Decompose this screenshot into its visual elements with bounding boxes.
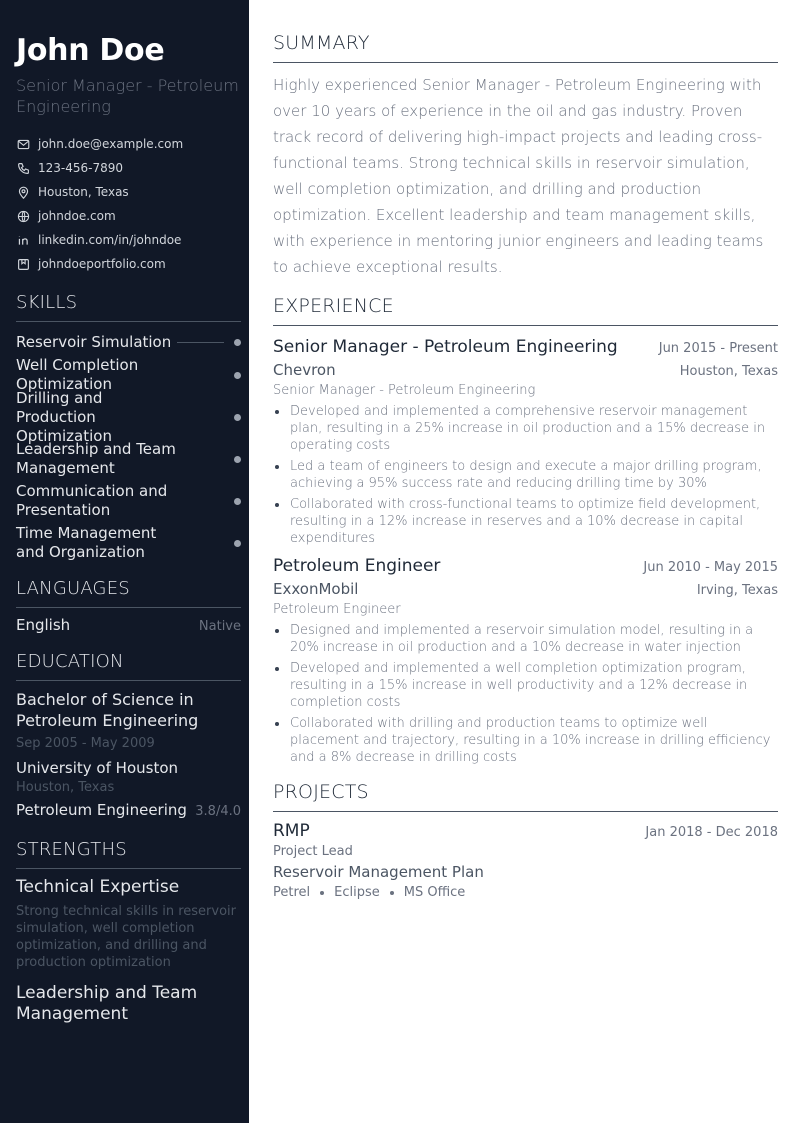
portfolio-icon xyxy=(16,257,30,271)
skill-level-dot xyxy=(234,414,241,421)
job-title: Senior Manager - Petroleum Engineering xyxy=(273,337,618,357)
job-dates: Jun 2010 - May 2015 xyxy=(643,560,778,575)
project-tool: Petrel xyxy=(273,885,311,900)
project-role: Project Lead xyxy=(273,844,353,859)
project-dates: Jan 2018 - Dec 2018 xyxy=(645,825,778,840)
languages-section xyxy=(16,578,241,634)
skill-level-dot xyxy=(234,540,241,547)
skill-item xyxy=(16,522,241,564)
linkedin-icon xyxy=(16,233,30,247)
job-dates: Jun 2015 - Present xyxy=(658,341,778,356)
skill-name: Reservoir Simulation xyxy=(16,332,172,351)
contact-location xyxy=(16,180,241,204)
summary-text: Highly experienced Senior Manager - Petroleum Engineering with over 10 years of experience in the oil and gas industry. Proven track record of delivering high-impact projects and leading cross-functional teams. Strong technical skills in reservoir simulation, well completion optimization, and drilling and production optimization. Excellent leadership and team management skills, with experience in mentoring junior engineers and leading teams to achieve exceptional results. xyxy=(273,76,764,276)
job-bullet: Designed and implemented a reservoir simulation model, resulting in a 20% increase in oil production and a 10% decrease in water injection xyxy=(273,622,778,656)
skills-heading: SKILLS xyxy=(16,292,241,322)
project-description: Reservoir Management Plan xyxy=(273,863,484,881)
project-tool: MS Office xyxy=(403,885,466,900)
project-name: RMP xyxy=(273,821,310,841)
contact-phone[interactable] xyxy=(16,156,241,180)
job-company: Chevron xyxy=(273,361,336,379)
skill-name: Communication and Presentation xyxy=(16,482,168,519)
strengths-section xyxy=(16,839,241,1025)
tool-separator-dot xyxy=(320,891,324,895)
job-company: ExxonMobil xyxy=(273,580,359,598)
strength-title: Leadership and Team Management xyxy=(16,983,198,1024)
contact-location-text: Houston, Texas xyxy=(38,185,129,199)
job-bullets xyxy=(273,622,778,766)
skill-name: Well Completion Optimization xyxy=(16,356,139,393)
skill-level-dot xyxy=(234,372,241,379)
sidebar xyxy=(0,0,249,1123)
strength-title: Technical Expertise xyxy=(16,877,180,897)
tool-separator-dot xyxy=(390,891,394,895)
projects-section xyxy=(273,780,778,900)
contact-linkedin-text: linkedin.com/in/johndoe xyxy=(38,233,182,247)
skill-name: Time Management and Organization xyxy=(16,524,157,561)
education-location: Houston, Texas xyxy=(16,780,115,795)
skill-level-dot xyxy=(234,339,241,346)
skill-item xyxy=(16,388,241,445)
job-role: Petroleum Engineer xyxy=(273,602,401,617)
skill-item xyxy=(16,438,241,480)
main-content xyxy=(273,0,778,1123)
experience-item xyxy=(273,555,778,766)
project-item xyxy=(273,821,778,900)
strength-item xyxy=(16,983,241,1025)
experience-item xyxy=(273,336,778,547)
contact-linkedin[interactable] xyxy=(16,228,241,252)
contact-phone-text: 123-456-7890 xyxy=(38,161,124,175)
job-bullet: Developed and implemented a comprehensive reservoir management plan, resulting in a 25% increase in oil production and a 15% decrease in operating costs xyxy=(273,403,778,454)
strength-item xyxy=(16,877,241,971)
candidate-title: Senior Manager - Petroleum Engineering xyxy=(16,76,239,116)
contact-website[interactable] xyxy=(16,204,241,228)
skill-level-dot xyxy=(234,456,241,463)
education-degree: Bachelor of Science in Petroleum Engineering xyxy=(16,690,199,730)
job-bullet: Developed and implemented a well completion optimization program, resulting in a 15% increase in well productivity and a 12% decrease in completion costs xyxy=(273,660,778,711)
projects-heading: PROJECTS xyxy=(273,780,778,812)
contact-email-text: john.doe@example.com xyxy=(38,137,184,151)
candidate-name: John Doe xyxy=(16,33,165,68)
job-bullet: Led a team of engineers to design and execute a major drilling program, achieving a 95% success rate and reducing drilling time by 30% xyxy=(273,458,778,492)
summary-heading: SUMMARY xyxy=(273,31,778,63)
job-bullet: Collaborated with cross-functional teams to optimize field development, resulting in a 12% increase in reserves and a 10% decrease in capital expenditures xyxy=(273,496,778,547)
globe-icon xyxy=(16,209,30,223)
mail-icon xyxy=(16,137,30,151)
education-gpa: 3.8/4.0 xyxy=(195,804,241,819)
job-bullet: Collaborated with drilling and production teams to optimize well placement and trajectory, resulting in a 10% increase in drilling efficiency and a 8% decrease in drilling costs xyxy=(273,715,778,766)
skill-divider xyxy=(177,342,224,343)
experience-section xyxy=(273,294,778,766)
experience-heading: EXPERIENCE xyxy=(273,294,778,326)
job-location: Houston, Texas xyxy=(679,364,778,379)
project-tools xyxy=(273,885,778,900)
languages-heading: LANGUAGES xyxy=(16,578,241,608)
education-field: Petroleum Engineering xyxy=(16,801,187,819)
language-item xyxy=(16,616,241,634)
location-pin-icon xyxy=(16,185,30,199)
project-tool: Eclipse xyxy=(334,885,380,900)
job-bullets xyxy=(273,403,778,547)
strength-description: Strong technical skills in reservoir simulation, well completion optimization, and drilling and production optimization xyxy=(16,904,236,970)
contact-email[interactable] xyxy=(16,132,241,156)
language-name: English xyxy=(16,616,71,634)
language-level: Native xyxy=(198,619,241,634)
job-location: Irving, Texas xyxy=(696,583,778,598)
skill-name: Drilling and Production Optimization xyxy=(16,388,112,445)
job-role: Senior Manager - Petroleum Engineering xyxy=(273,383,536,398)
contact-portfolio[interactable] xyxy=(16,252,241,276)
education-heading: EDUCATION xyxy=(16,651,241,681)
job-title: Petroleum Engineer xyxy=(273,556,441,576)
education-section xyxy=(16,651,241,819)
summary-section xyxy=(273,31,778,280)
skill-level-dot xyxy=(234,498,241,505)
skill-item xyxy=(16,330,241,354)
contact-portfolio-text: johndoeportfolio.com xyxy=(38,257,166,271)
contact-list xyxy=(16,132,241,276)
strengths-heading: STRENGTHS xyxy=(16,839,241,869)
skill-name: Leadership and Team Management xyxy=(16,440,176,477)
education-school: University of Houston xyxy=(16,759,179,777)
skills-section xyxy=(16,292,241,564)
phone-icon xyxy=(16,161,30,175)
education-field-row xyxy=(16,801,241,819)
skill-item xyxy=(16,480,241,522)
education-dates: Sep 2005 - May 2009 xyxy=(16,736,155,751)
contact-website-text: johndoe.com xyxy=(38,209,116,223)
